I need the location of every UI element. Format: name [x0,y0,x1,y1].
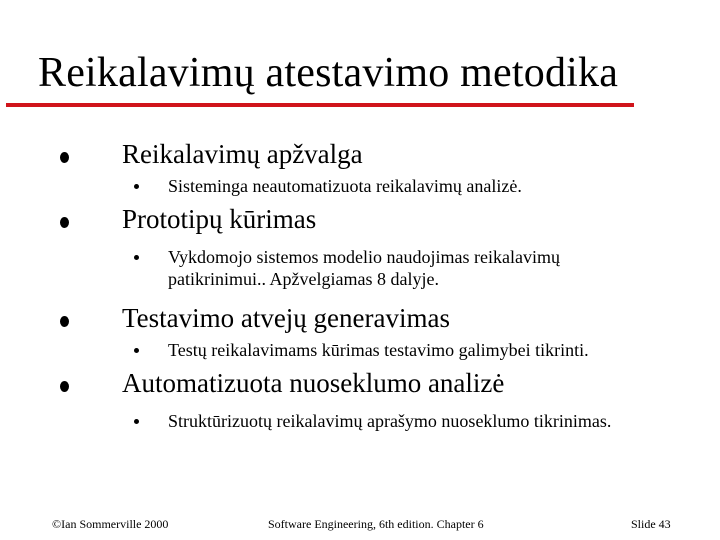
bullet-icon [60,152,69,163]
list-item-consistency-analysis: Automatizuota nuoseklumo analizė [122,368,505,398]
sub-bullet-icon [134,255,139,260]
slide-title: Reikalavimų atestavimo metodika [38,50,619,96]
title-underline [6,103,634,107]
list-item-test-generation: Testavimo atvejų generavimas [122,303,450,333]
sub-bullet-icon [134,419,139,424]
bullet-icon [60,217,69,228]
list-item-prototyping: Prototipų kūrimas [122,204,317,234]
sub-bullet-icon [134,184,139,189]
footer-book-title: Software Engineering, 6th edition. Chapter 6 [268,517,484,531]
sub-item-consistency-analysis: Struktūrizuotų reikalavimų aprašymo nuoseklumo tikrinimas. [168,411,612,431]
footer-slide-number: Slide 43 [631,517,671,531]
sub-item-test-generation: Testų reikalavimams kūrimas testavimo galimybei tikrinti. [168,340,589,360]
sub-bullet-icon [134,348,139,353]
sub-item-review: Sisteminga neautomatizuota reikalavimų analizė. [168,176,522,196]
bullet-icon [60,381,69,392]
footer-copyright: ©Ian Sommerville 2000 [52,517,169,531]
list-item-review: Reikalavimų apžvalga [122,139,363,169]
sub-item-prototyping-line2: patikrinimui.. Apžvelgiamas 8 dalyje. [168,269,439,289]
sub-item-prototyping-line1: Vykdomojo sistemos modelio naudojimas reikalavimų [168,247,560,267]
bullet-icon [60,316,69,327]
